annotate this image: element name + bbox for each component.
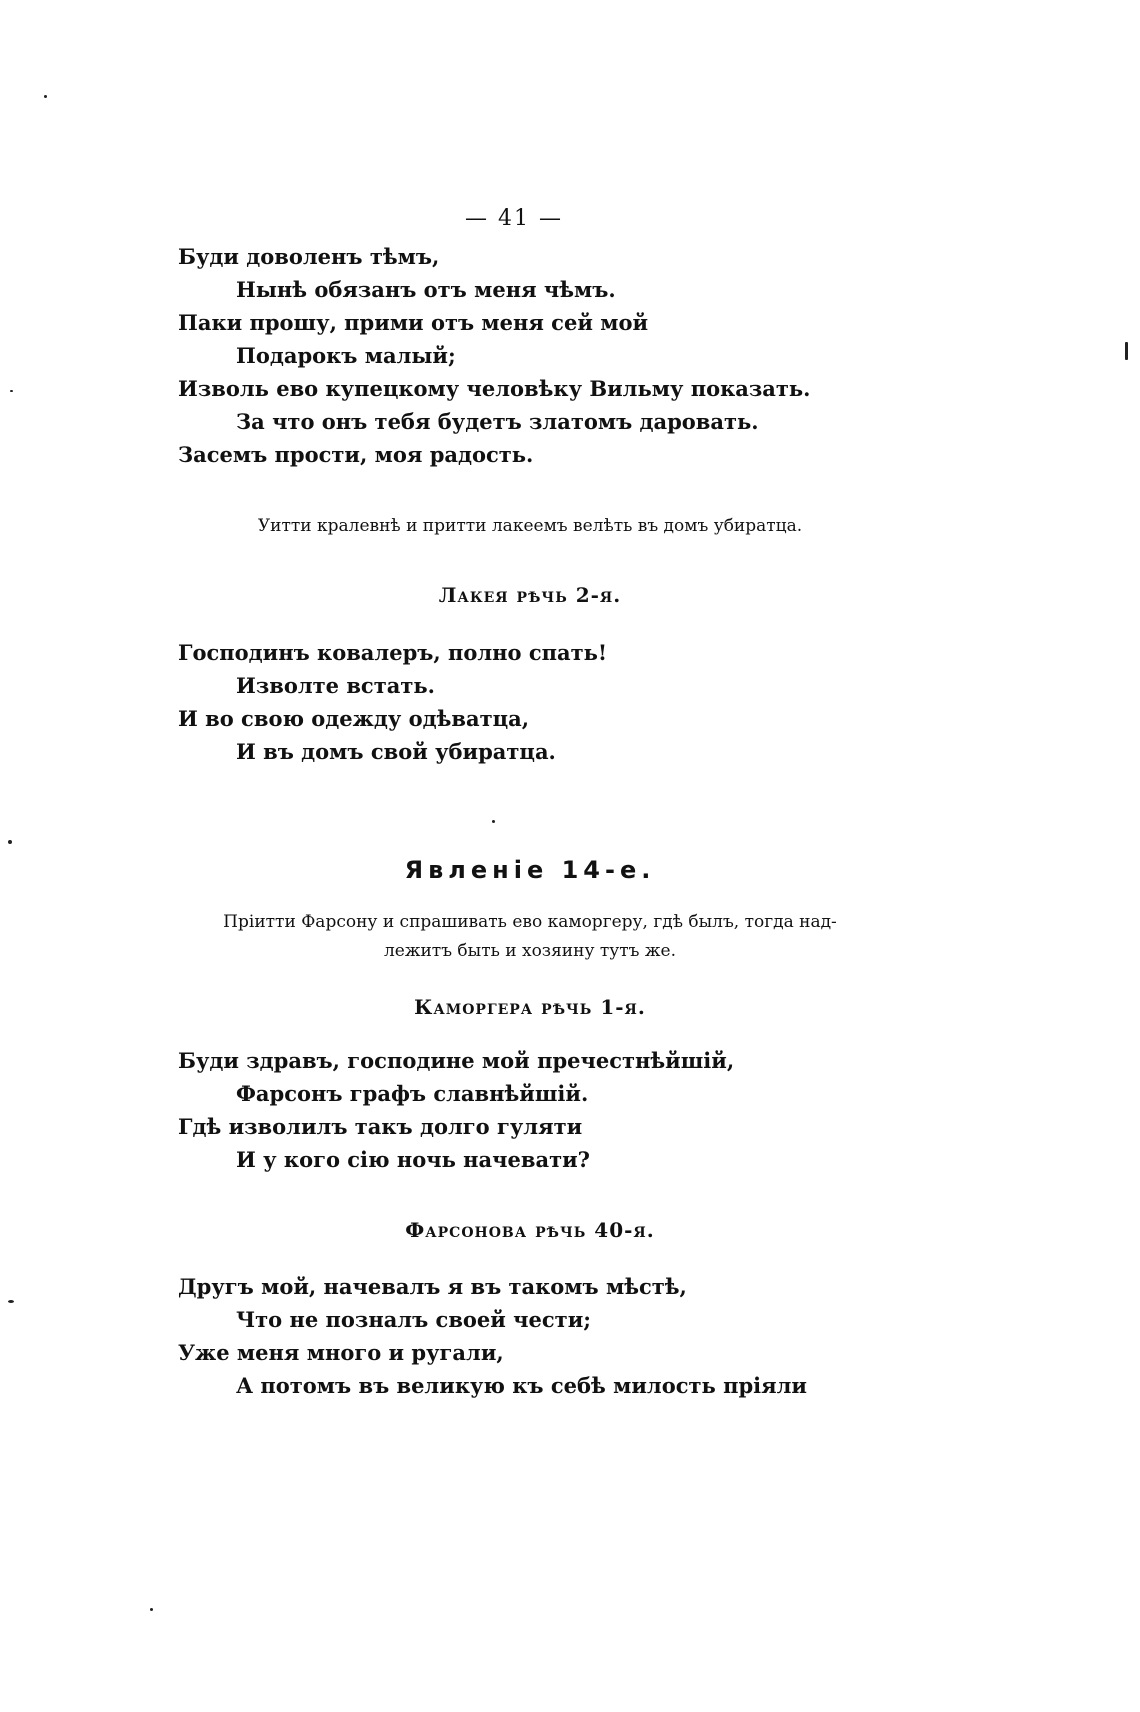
scan-speck [8, 840, 12, 844]
stage-direction: Уитти кралевнѣ и притти лакеемъ велѣть въ домъ убиратца. [257, 516, 803, 536]
verse-line: И во свою одежду одѣватца, [178, 706, 530, 731]
stage-direction-line: лежитъ быть и хозяину тутъ же. [383, 941, 677, 961]
verse-line: Фарсонъ графъ славнѣйшій. [236, 1081, 589, 1106]
verse-line: Господинъ ковалеръ, полно спать! [178, 640, 608, 665]
page-number: — 41 — [465, 206, 563, 231]
speech-heading-lackey: Лакея рѣчь 2-я. [438, 583, 622, 607]
stage-direction-line: Пріитти Фарсону и спрашивать ево каморгеру, гдѣ былъ, тогда над- [223, 912, 837, 932]
verse-line: Гдѣ изволилъ такъ долго гуляти [178, 1114, 583, 1139]
verse-block-chamberlain [178, 1044, 938, 1176]
verse-line: Изволте встать. [236, 673, 435, 698]
verse-line: Засемъ прости, моя радость. [178, 442, 534, 467]
verse-block-lackey [178, 636, 938, 768]
verse-line: Паки прошу, прими отъ меня сей мой [178, 310, 649, 335]
stage-direction-scene [150, 908, 910, 966]
verse-line: За что онъ тебя будетъ златомъ даровать. [236, 409, 759, 434]
verse-line: А потомъ въ великую къ себѣ милость пріяли [236, 1373, 808, 1398]
verse-block-princess [178, 240, 938, 471]
verse-line: Подарокъ малый; [236, 343, 456, 368]
scan-speck [1125, 342, 1128, 360]
scan-speck [44, 95, 47, 98]
verse-line: И у кого сію ночь начевати? [236, 1147, 590, 1172]
verse-line: Буди здравъ, господине мой пречестнѣйшій, [178, 1048, 735, 1073]
scan-speck [150, 1608, 153, 1611]
verse-line: Другъ мой, начевалъ я въ такомъ мѣстѣ, [178, 1274, 687, 1299]
scene-heading: Явленіе 14-е. [404, 856, 656, 884]
verse-line: Уже меня много и ругали, [178, 1340, 504, 1365]
scan-speck [10, 390, 13, 392]
speech-heading-farson: Фарсонова рѣчь 40-я. [405, 1218, 655, 1242]
verse-line: Изволь ево купецкому человѣку Вильму показать. [178, 376, 811, 401]
scan-speck [492, 820, 495, 823]
verse-line: Что не позналъ своей чести; [236, 1307, 592, 1332]
verse-block-farson [178, 1270, 938, 1402]
verse-line: И въ домъ свой убиратца. [236, 739, 556, 764]
verse-line: Буди доволенъ тѣмъ, [178, 244, 440, 269]
verse-line: Нынѣ обязанъ отъ меня чѣмъ. [236, 277, 616, 302]
speech-heading-chamberlain: Каморгера рѣчь 1-я. [414, 995, 646, 1019]
scan-speck [8, 1300, 14, 1303]
